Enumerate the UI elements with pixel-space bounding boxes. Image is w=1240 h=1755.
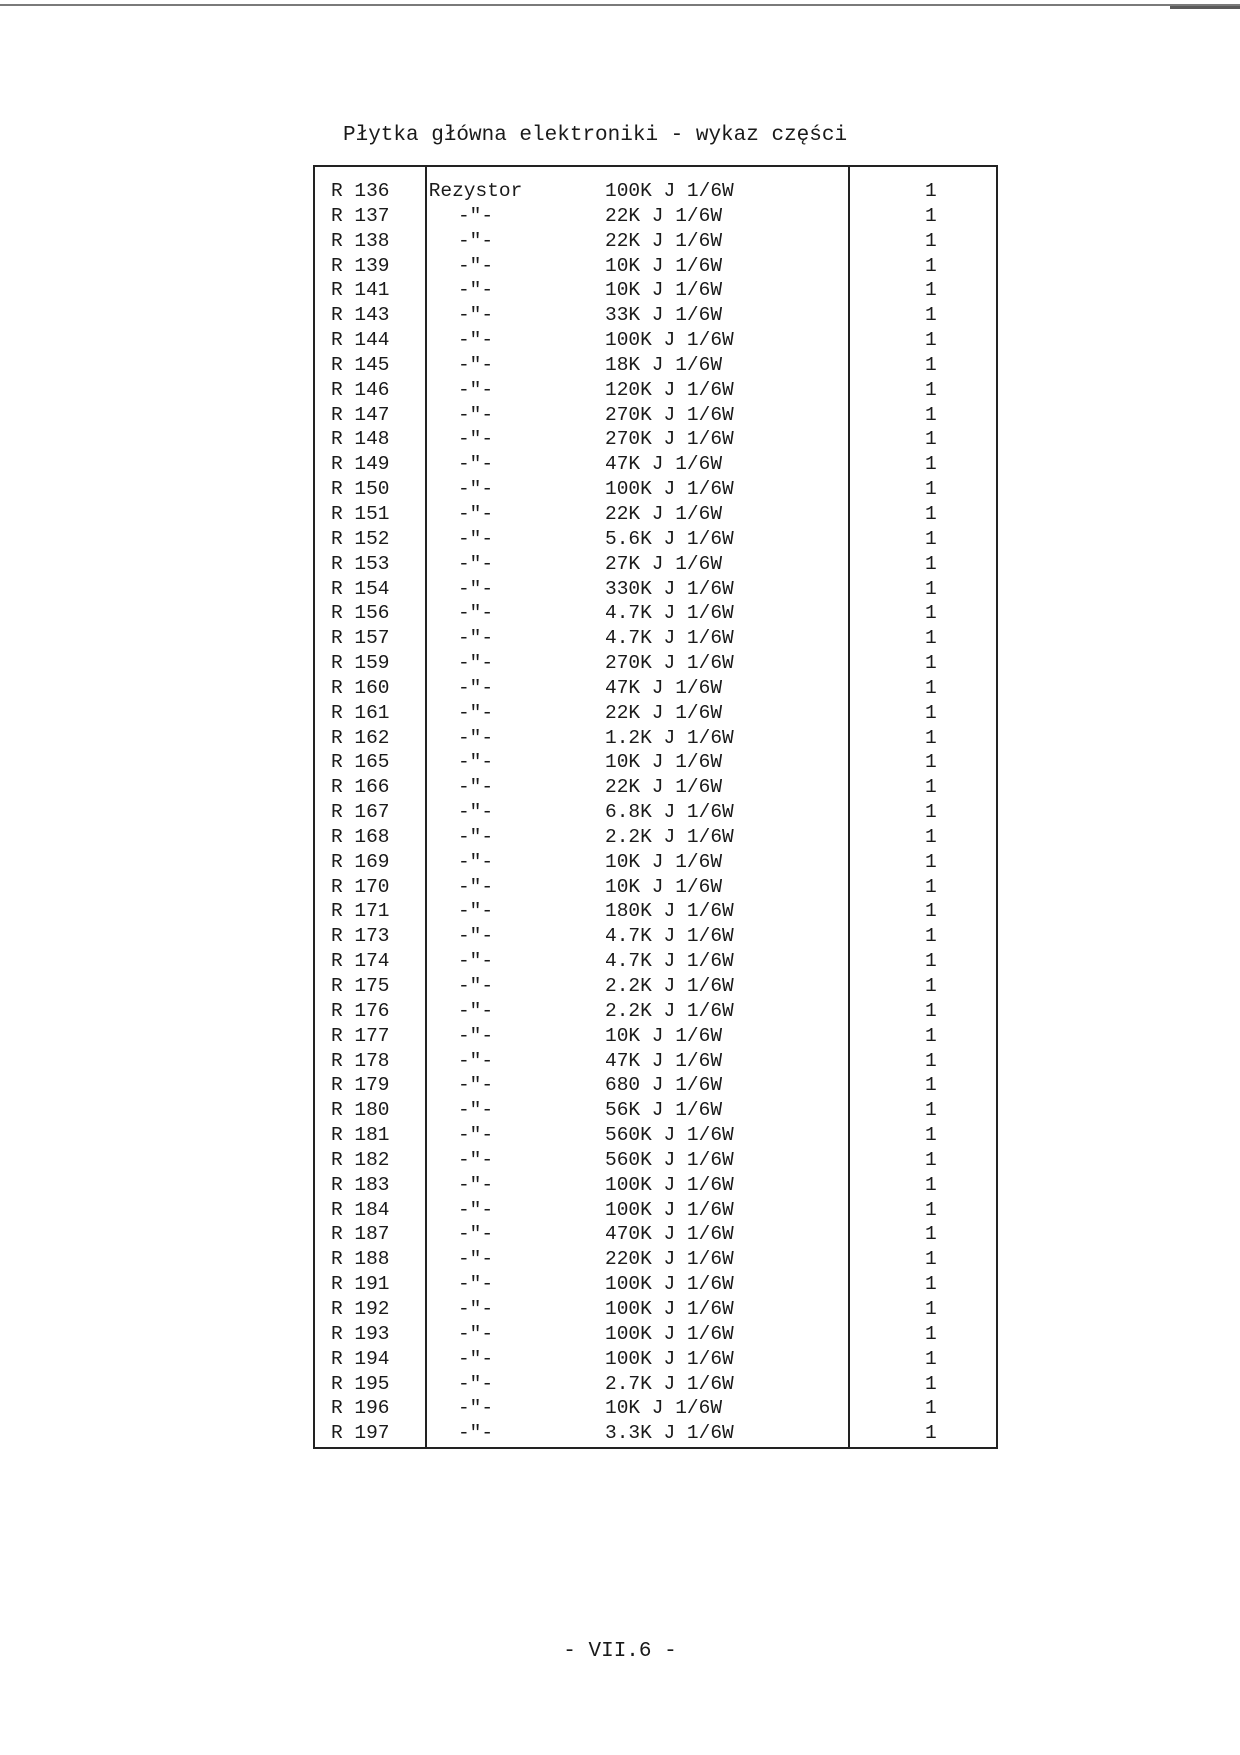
part-ref: R 180 bbox=[331, 1099, 390, 1122]
table-row bbox=[315, 254, 996, 279]
part-name: -"- bbox=[457, 1372, 494, 1395]
part-qty: 1 bbox=[925, 1372, 937, 1395]
part-value: 680 J 1/6W bbox=[605, 1074, 723, 1097]
part-ref: R 168 bbox=[331, 825, 390, 848]
table-row bbox=[315, 701, 996, 726]
table-row bbox=[315, 651, 996, 676]
part-ref: R 143 bbox=[331, 304, 390, 327]
part-name: -"- bbox=[457, 627, 494, 650]
part-value: 22K J 1/6W bbox=[605, 701, 723, 724]
table-row bbox=[315, 1123, 996, 1148]
part-qty: 1 bbox=[925, 999, 937, 1022]
page-number: - VII.6 - bbox=[563, 1640, 677, 1663]
part-name: -"- bbox=[457, 577, 494, 600]
part-qty: 1 bbox=[925, 577, 937, 600]
part-value: 47K J 1/6W bbox=[605, 453, 723, 476]
part-qty: 1 bbox=[925, 1273, 937, 1296]
part-ref: R 183 bbox=[331, 1173, 390, 1196]
part-value: 22K J 1/6W bbox=[605, 204, 723, 227]
part-ref: R 147 bbox=[331, 403, 390, 426]
table-row bbox=[315, 726, 996, 751]
part-name: -"- bbox=[457, 1273, 494, 1296]
part-name: -"- bbox=[457, 353, 494, 376]
part-value: 18K J 1/6W bbox=[605, 353, 723, 376]
part-qty: 1 bbox=[925, 1173, 937, 1196]
part-qty: 1 bbox=[925, 1198, 937, 1221]
part-value: 6.8K J 1/6W bbox=[605, 801, 734, 824]
part-ref: R 156 bbox=[331, 602, 390, 625]
part-name: -"- bbox=[457, 279, 494, 302]
part-name: -"- bbox=[457, 925, 494, 948]
part-qty: 1 bbox=[925, 353, 937, 376]
part-value: 100K J 1/6W bbox=[605, 1173, 734, 1196]
part-qty: 1 bbox=[925, 875, 937, 898]
part-value: 4.7K J 1/6W bbox=[605, 925, 734, 948]
part-qty: 1 bbox=[925, 428, 937, 451]
table-row bbox=[315, 1396, 996, 1421]
part-value: 220K J 1/6W bbox=[605, 1248, 734, 1271]
part-ref: R 154 bbox=[331, 577, 390, 600]
part-name: -"- bbox=[457, 378, 494, 401]
part-ref: R 137 bbox=[331, 204, 390, 227]
part-ref: R 177 bbox=[331, 1024, 390, 1047]
parts-table-body bbox=[315, 179, 996, 1446]
part-name: -"- bbox=[457, 1347, 494, 1370]
part-value: 270K J 1/6W bbox=[605, 652, 734, 675]
part-qty: 1 bbox=[925, 751, 937, 774]
part-ref: R 141 bbox=[331, 279, 390, 302]
part-value: 100K J 1/6W bbox=[605, 180, 734, 202]
table-row bbox=[315, 1024, 996, 1049]
table-row bbox=[315, 204, 996, 229]
part-name: -"- bbox=[457, 453, 494, 476]
table-row bbox=[315, 775, 996, 800]
table-row bbox=[315, 601, 996, 626]
part-ref: R 178 bbox=[331, 1049, 390, 1072]
part-value: 47K J 1/6W bbox=[605, 676, 723, 699]
part-value: 10K J 1/6W bbox=[605, 850, 723, 873]
part-ref: R 184 bbox=[331, 1198, 390, 1221]
part-value: 560K J 1/6W bbox=[605, 1148, 734, 1171]
part-name: -"- bbox=[457, 875, 494, 898]
table-row bbox=[315, 179, 996, 204]
part-name: -"- bbox=[457, 726, 494, 749]
part-value: 560K J 1/6W bbox=[605, 1124, 734, 1147]
part-ref: R 153 bbox=[331, 552, 390, 575]
part-name: -"- bbox=[457, 1049, 494, 1072]
table-row bbox=[315, 303, 996, 328]
part-ref: R 144 bbox=[331, 329, 390, 352]
part-qty: 1 bbox=[925, 453, 937, 476]
part-qty: 1 bbox=[925, 1347, 937, 1370]
part-qty: 1 bbox=[925, 825, 937, 848]
table-row bbox=[315, 378, 996, 403]
table-row bbox=[315, 552, 996, 577]
part-name: -"- bbox=[457, 329, 494, 352]
page-title: Płytka główna elektroniki - wykaz części bbox=[343, 124, 848, 147]
part-qty: 1 bbox=[925, 204, 937, 227]
part-value: 22K J 1/6W bbox=[605, 502, 723, 525]
part-ref: R 160 bbox=[331, 676, 390, 699]
part-ref: R 148 bbox=[331, 428, 390, 451]
part-name: -"- bbox=[457, 1297, 494, 1320]
part-value: 10K J 1/6W bbox=[605, 875, 723, 898]
part-qty: 1 bbox=[925, 1024, 937, 1047]
part-qty: 1 bbox=[925, 229, 937, 252]
part-name: -"- bbox=[457, 1124, 494, 1147]
part-value: 10K J 1/6W bbox=[605, 254, 723, 277]
table-row bbox=[315, 1272, 996, 1297]
part-name: -"- bbox=[457, 676, 494, 699]
part-ref: R 149 bbox=[331, 453, 390, 476]
part-value: 2.2K J 1/6W bbox=[605, 975, 734, 997]
table-row bbox=[315, 800, 996, 825]
part-name: -"- bbox=[457, 527, 494, 550]
table-row bbox=[315, 328, 996, 353]
table-row bbox=[315, 477, 996, 502]
part-name: -"- bbox=[457, 801, 494, 824]
part-qty: 1 bbox=[925, 279, 937, 302]
table-row bbox=[315, 403, 996, 428]
part-value: 2.7K J 1/6W bbox=[605, 1372, 734, 1395]
part-value: 100K J 1/6W bbox=[605, 1198, 734, 1221]
part-ref: R 165 bbox=[331, 751, 390, 774]
part-ref: R 145 bbox=[331, 353, 390, 376]
table-row bbox=[315, 353, 996, 378]
part-qty: 1 bbox=[925, 378, 937, 401]
part-value: 3.3K J 1/6W bbox=[605, 1422, 734, 1445]
part-qty: 1 bbox=[925, 975, 937, 997]
part-name: -"- bbox=[457, 602, 494, 625]
table-row bbox=[315, 626, 996, 651]
part-name: -"- bbox=[457, 1173, 494, 1196]
part-ref: R 196 bbox=[331, 1397, 390, 1420]
part-ref: R 182 bbox=[331, 1148, 390, 1171]
part-ref: R 193 bbox=[331, 1322, 390, 1345]
part-value: 180K J 1/6W bbox=[605, 900, 734, 923]
part-ref: R 187 bbox=[331, 1223, 390, 1246]
part-value: 1.2K J 1/6W bbox=[605, 726, 734, 749]
part-qty: 1 bbox=[925, 502, 937, 525]
part-name: -"- bbox=[457, 975, 494, 997]
part-name: -"- bbox=[457, 478, 494, 501]
part-value: 100K J 1/6W bbox=[605, 1297, 734, 1320]
table-row bbox=[315, 1421, 996, 1446]
part-value: 270K J 1/6W bbox=[605, 428, 734, 451]
part-name: -"- bbox=[457, 428, 494, 451]
part-qty: 1 bbox=[925, 403, 937, 426]
part-qty: 1 bbox=[925, 801, 937, 824]
part-ref: R 150 bbox=[331, 478, 390, 501]
part-name: -"- bbox=[457, 1322, 494, 1345]
part-value: 120K J 1/6W bbox=[605, 378, 734, 401]
table-row bbox=[315, 1247, 996, 1272]
part-ref: R 175 bbox=[331, 975, 390, 997]
table-row bbox=[315, 974, 996, 999]
part-ref: R 162 bbox=[331, 726, 390, 749]
part-qty: 1 bbox=[925, 552, 937, 575]
part-value: 27K J 1/6W bbox=[605, 552, 723, 575]
part-ref: R 159 bbox=[331, 652, 390, 675]
part-ref: R 157 bbox=[331, 627, 390, 650]
part-name: -"- bbox=[457, 1223, 494, 1246]
table-row bbox=[315, 899, 996, 924]
part-name: -"- bbox=[457, 1422, 494, 1445]
part-name: -"- bbox=[457, 304, 494, 327]
part-qty: 1 bbox=[925, 1099, 937, 1122]
table-row bbox=[315, 1372, 996, 1397]
part-ref: R 146 bbox=[331, 378, 390, 401]
table-row bbox=[315, 278, 996, 303]
part-qty: 1 bbox=[925, 676, 937, 699]
part-value: 470K J 1/6W bbox=[605, 1223, 734, 1246]
part-qty: 1 bbox=[925, 304, 937, 327]
part-name: -"- bbox=[457, 999, 494, 1022]
part-name: -"- bbox=[457, 701, 494, 724]
part-qty: 1 bbox=[925, 527, 937, 550]
table-row bbox=[315, 1148, 996, 1173]
part-qty: 1 bbox=[925, 1248, 937, 1271]
part-ref: R 139 bbox=[331, 254, 390, 277]
part-value: 100K J 1/6W bbox=[605, 1322, 734, 1345]
part-ref: R 152 bbox=[331, 527, 390, 550]
part-value: 4.7K J 1/6W bbox=[605, 602, 734, 625]
part-name: Rezystor bbox=[428, 180, 523, 202]
table-row bbox=[315, 1297, 996, 1322]
part-ref: R 171 bbox=[331, 900, 390, 923]
part-name: -"- bbox=[457, 776, 494, 799]
part-qty: 1 bbox=[925, 900, 937, 923]
table-row bbox=[315, 825, 996, 850]
part-name: -"- bbox=[457, 652, 494, 675]
table-row bbox=[315, 875, 996, 900]
part-ref: R 188 bbox=[331, 1248, 390, 1271]
part-qty: 1 bbox=[925, 925, 937, 948]
part-value: 10K J 1/6W bbox=[605, 279, 723, 302]
parts-table bbox=[313, 165, 998, 1449]
table-row bbox=[315, 949, 996, 974]
part-qty: 1 bbox=[925, 1422, 937, 1445]
table-row bbox=[315, 229, 996, 254]
part-qty: 1 bbox=[925, 329, 937, 352]
part-ref: R 169 bbox=[331, 850, 390, 873]
part-qty: 1 bbox=[925, 1297, 937, 1320]
part-ref: R 170 bbox=[331, 875, 390, 898]
part-name: -"- bbox=[457, 1099, 494, 1122]
part-value: 270K J 1/6W bbox=[605, 403, 734, 426]
part-ref: R 166 bbox=[331, 776, 390, 799]
table-row bbox=[315, 1222, 996, 1247]
part-name: -"- bbox=[457, 229, 494, 252]
part-ref: R 167 bbox=[331, 801, 390, 824]
part-name: -"- bbox=[457, 1074, 494, 1097]
part-name: -"- bbox=[457, 254, 494, 277]
table-row bbox=[315, 527, 996, 552]
part-qty: 1 bbox=[925, 627, 937, 650]
part-qty: 1 bbox=[925, 1223, 937, 1246]
part-qty: 1 bbox=[925, 180, 937, 202]
part-ref: R 161 bbox=[331, 701, 390, 724]
part-value: 330K J 1/6W bbox=[605, 577, 734, 600]
part-name: -"- bbox=[457, 900, 494, 923]
part-name: -"- bbox=[457, 403, 494, 426]
part-value: 2.2K J 1/6W bbox=[605, 999, 734, 1022]
part-name: -"- bbox=[457, 950, 494, 973]
part-value: 10K J 1/6W bbox=[605, 1397, 723, 1420]
part-name: -"- bbox=[457, 1198, 494, 1221]
part-ref: R 138 bbox=[331, 229, 390, 252]
part-value: 100K J 1/6W bbox=[605, 1347, 734, 1370]
table-row bbox=[315, 502, 996, 527]
table-row bbox=[315, 1198, 996, 1223]
part-name: -"- bbox=[457, 204, 494, 227]
part-value: 10K J 1/6W bbox=[605, 1024, 723, 1047]
table-row bbox=[315, 1073, 996, 1098]
part-value: 100K J 1/6W bbox=[605, 329, 734, 352]
table-row bbox=[315, 577, 996, 602]
part-ref: R 136 bbox=[331, 180, 390, 202]
table-row bbox=[315, 924, 996, 949]
part-ref: R 194 bbox=[331, 1347, 390, 1370]
table-row bbox=[315, 452, 996, 477]
part-name: -"- bbox=[457, 1024, 494, 1047]
part-ref: R 192 bbox=[331, 1297, 390, 1320]
part-qty: 1 bbox=[925, 254, 937, 277]
table-row bbox=[315, 676, 996, 701]
part-value: 22K J 1/6W bbox=[605, 776, 723, 799]
part-qty: 1 bbox=[925, 652, 937, 675]
part-ref: R 173 bbox=[331, 925, 390, 948]
part-value: 56K J 1/6W bbox=[605, 1099, 723, 1122]
part-value: 100K J 1/6W bbox=[605, 478, 734, 501]
part-qty: 1 bbox=[925, 1322, 937, 1345]
part-value: 47K J 1/6W bbox=[605, 1049, 723, 1072]
table-row bbox=[315, 427, 996, 452]
part-name: -"- bbox=[457, 1248, 494, 1271]
part-name: -"- bbox=[457, 1397, 494, 1420]
table-row bbox=[315, 1049, 996, 1074]
part-value: 33K J 1/6W bbox=[605, 304, 723, 327]
part-value: 5.6K J 1/6W bbox=[605, 527, 734, 550]
part-ref: R 179 bbox=[331, 1074, 390, 1097]
table-row bbox=[315, 1347, 996, 1372]
part-value: 100K J 1/6W bbox=[605, 1273, 734, 1296]
part-value: 4.7K J 1/6W bbox=[605, 950, 734, 973]
part-name: -"- bbox=[457, 1148, 494, 1171]
part-qty: 1 bbox=[925, 950, 937, 973]
table-row bbox=[315, 999, 996, 1024]
part-ref: R 195 bbox=[331, 1372, 390, 1395]
part-value: 22K J 1/6W bbox=[605, 229, 723, 252]
table-row bbox=[315, 1322, 996, 1347]
table-row bbox=[315, 850, 996, 875]
part-qty: 1 bbox=[925, 1148, 937, 1171]
part-ref: R 191 bbox=[331, 1273, 390, 1296]
part-ref: R 176 bbox=[331, 999, 390, 1022]
part-value: 4.7K J 1/6W bbox=[605, 627, 734, 650]
table-row bbox=[315, 1098, 996, 1123]
part-name: -"- bbox=[457, 751, 494, 774]
part-ref: R 181 bbox=[331, 1124, 390, 1147]
part-ref: R 197 bbox=[331, 1422, 390, 1445]
part-value: 10K J 1/6W bbox=[605, 751, 723, 774]
scan-edge-mark bbox=[1170, 6, 1240, 9]
part-name: -"- bbox=[457, 502, 494, 525]
part-qty: 1 bbox=[925, 1049, 937, 1072]
part-qty: 1 bbox=[925, 1397, 937, 1420]
part-qty: 1 bbox=[925, 1074, 937, 1097]
part-qty: 1 bbox=[925, 776, 937, 799]
part-value: 2.2K J 1/6W bbox=[605, 825, 734, 848]
part-qty: 1 bbox=[925, 850, 937, 873]
part-qty: 1 bbox=[925, 1124, 937, 1147]
part-qty: 1 bbox=[925, 602, 937, 625]
part-ref: R 151 bbox=[331, 502, 390, 525]
part-name: -"- bbox=[457, 552, 494, 575]
part-name: -"- bbox=[457, 850, 494, 873]
table-row bbox=[315, 750, 996, 775]
part-ref: R 174 bbox=[331, 950, 390, 973]
part-qty: 1 bbox=[925, 726, 937, 749]
part-qty: 1 bbox=[925, 701, 937, 724]
part-qty: 1 bbox=[925, 478, 937, 501]
table-row bbox=[315, 1173, 996, 1198]
part-name: -"- bbox=[457, 825, 494, 848]
scan-edge-line bbox=[0, 4, 1240, 6]
